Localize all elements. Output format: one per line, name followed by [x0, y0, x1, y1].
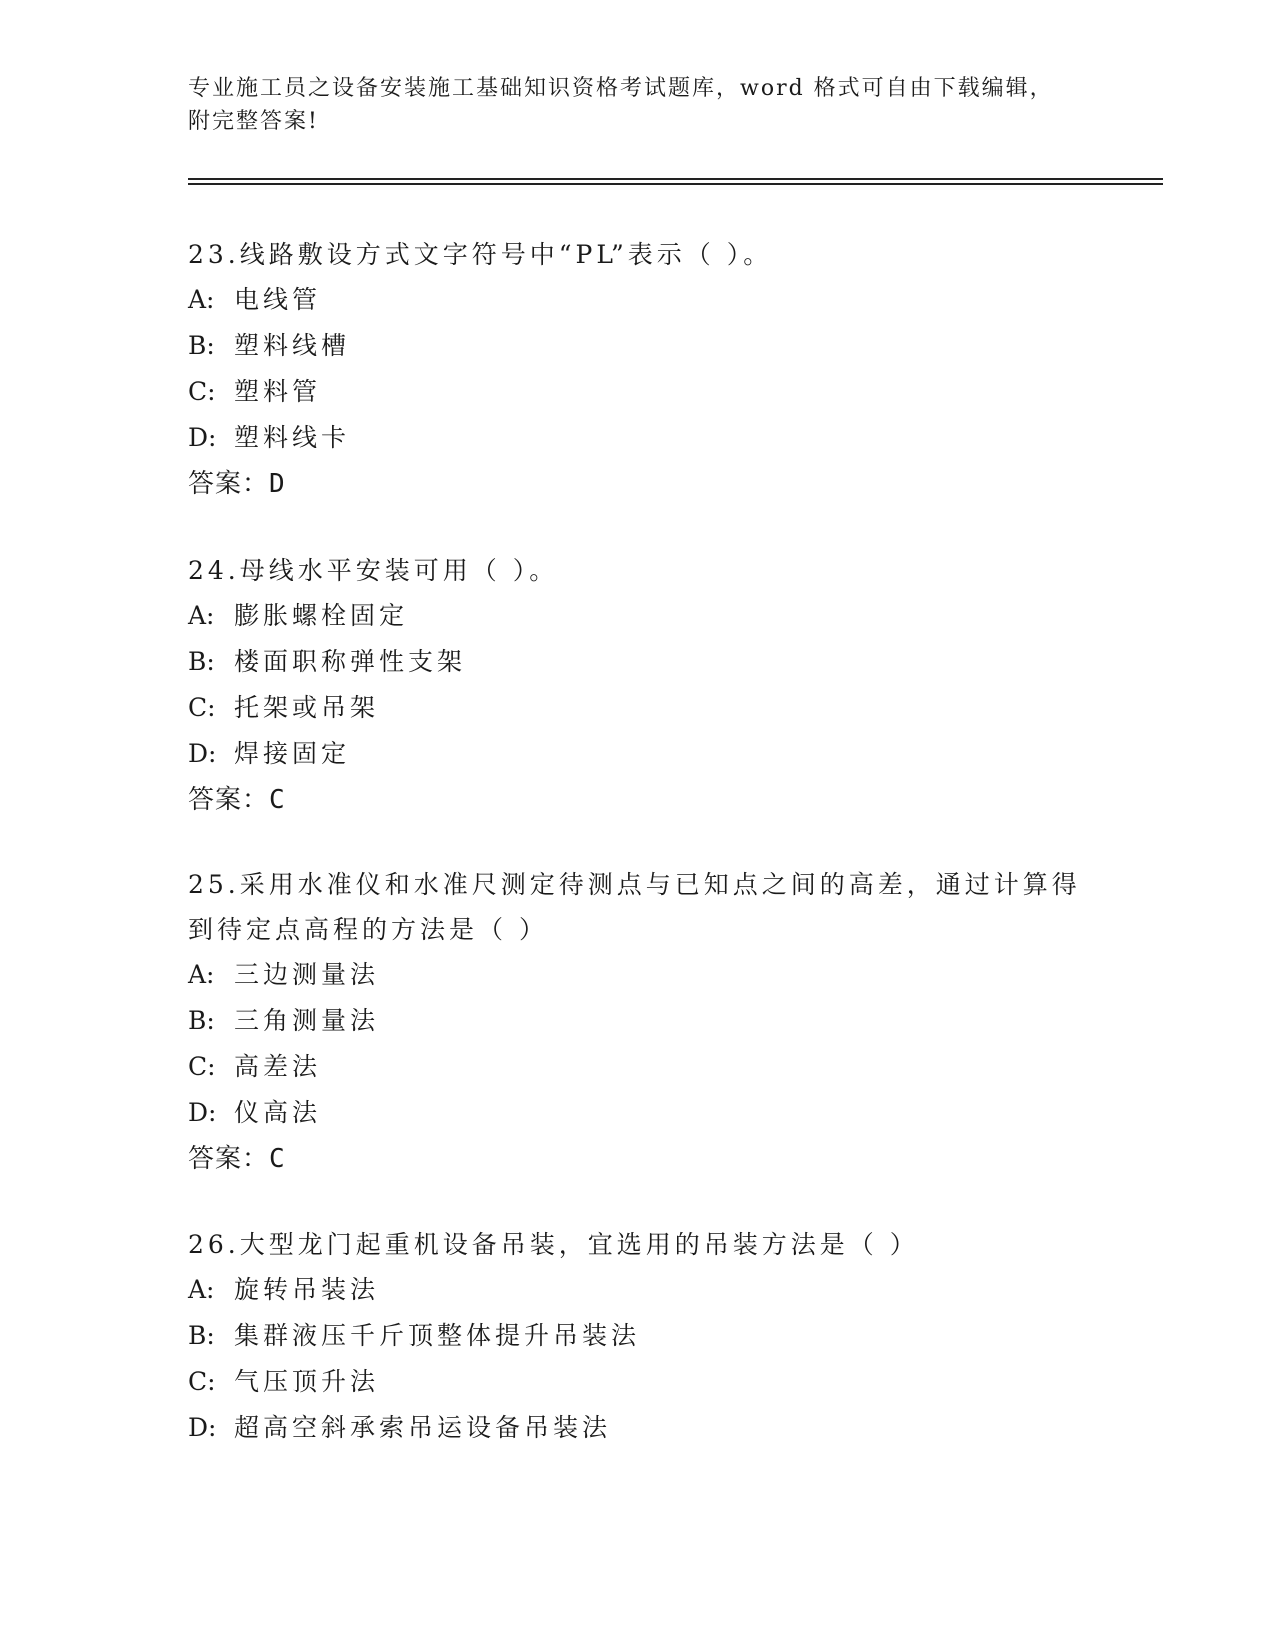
question-stem-line: 23.线路敷设方式文字符号中“PL”表示（ ）。 — [188, 240, 773, 269]
answer-value: C — [269, 1144, 286, 1174]
option-text: 气压顶升法 — [234, 1367, 380, 1396]
header-line-1: 专业施工员之设备安装施工基础知识资格考试题库，word 格式可自由下载编辑， — [188, 76, 1054, 101]
option-text: 超高空斜承索吊运设备吊装法 — [234, 1413, 612, 1442]
question-23 — [188, 232, 1088, 507]
option-text: 旋转吊装法 — [234, 1275, 380, 1304]
question-stem-line: 到待定点高程的方法是（ ） — [188, 915, 548, 944]
option-letter: B: — [188, 647, 215, 676]
option-text: 高差法 — [234, 1052, 322, 1081]
answer-label: 答案： — [188, 785, 270, 815]
option-text: 集群液压千斤顶整体提升吊装法 — [234, 1321, 641, 1350]
option-letter: D: — [188, 1098, 217, 1127]
question-stem-line: 26.大型龙门起重机设备吊装，宜选用的吊装方法是（ ） — [188, 1230, 919, 1259]
answer-label: 答案： — [188, 1144, 270, 1174]
option-d — [188, 731, 1088, 777]
question-stem-line: 24.母线水平安装可用（ ）。 — [188, 556, 559, 585]
question-stem-line: 25.采用水准仪和水准尺测定待测点与已知点之间的高差，通过计算得 — [188, 870, 1081, 899]
option-letter: D: — [188, 739, 217, 768]
answer-line — [188, 461, 1088, 507]
option-b — [188, 998, 1088, 1044]
option-text: 电线管 — [234, 285, 322, 314]
option-d — [188, 1090, 1088, 1136]
option-c — [188, 369, 1088, 415]
option-a — [188, 952, 1088, 998]
option-letter: C: — [188, 693, 216, 722]
question-stem — [188, 232, 1088, 277]
option-text: 楼面职称弹性支架 — [234, 647, 467, 676]
answer-line — [188, 1136, 1088, 1182]
option-text: 三角测量法 — [234, 1006, 380, 1035]
answer-line — [188, 777, 1088, 823]
option-letter: D: — [188, 1413, 217, 1442]
option-b — [188, 1313, 1088, 1359]
option-letter: A: — [188, 1275, 215, 1304]
option-a — [188, 593, 1088, 639]
question-stem — [188, 1222, 1088, 1267]
answer-label: 答案： — [188, 469, 270, 499]
option-letter: A: — [188, 601, 215, 630]
header-divider-bottom — [188, 183, 1163, 185]
option-letter: B: — [188, 1006, 215, 1035]
option-text: 塑料管 — [234, 377, 322, 406]
header-divider-top — [188, 178, 1163, 180]
question-25 — [188, 862, 1088, 1182]
option-letter: C: — [188, 377, 216, 406]
option-b — [188, 639, 1088, 685]
option-a — [188, 1267, 1088, 1313]
option-text: 焊接固定 — [234, 739, 351, 768]
option-text: 仪高法 — [234, 1098, 322, 1127]
option-b — [188, 323, 1088, 369]
question-26 — [188, 1222, 1088, 1451]
option-d — [188, 415, 1088, 461]
option-letter: A: — [188, 285, 215, 314]
header-line-2: 附完整答案! — [188, 109, 319, 134]
option-c — [188, 1359, 1088, 1405]
option-c — [188, 1044, 1088, 1090]
option-text: 托架或吊架 — [234, 693, 380, 722]
option-letter: B: — [188, 1321, 215, 1350]
option-letter: C: — [188, 1052, 216, 1081]
document-header — [188, 72, 1088, 138]
option-text: 塑料线卡 — [234, 423, 351, 452]
option-text: 塑料线槽 — [234, 331, 351, 360]
option-text: 三边测量法 — [234, 960, 380, 989]
option-text: 膨胀螺栓固定 — [234, 601, 409, 630]
question-stem — [188, 862, 1088, 952]
option-letter: C: — [188, 1367, 216, 1396]
option-letter: D: — [188, 423, 217, 452]
option-a — [188, 277, 1088, 323]
option-letter: B: — [188, 331, 215, 360]
option-letter: A: — [188, 960, 215, 989]
question-24 — [188, 548, 1088, 823]
option-d — [188, 1405, 1088, 1451]
option-c — [188, 685, 1088, 731]
question-stem — [188, 548, 1088, 593]
answer-value: D — [269, 469, 286, 499]
answer-value: C — [269, 785, 286, 815]
